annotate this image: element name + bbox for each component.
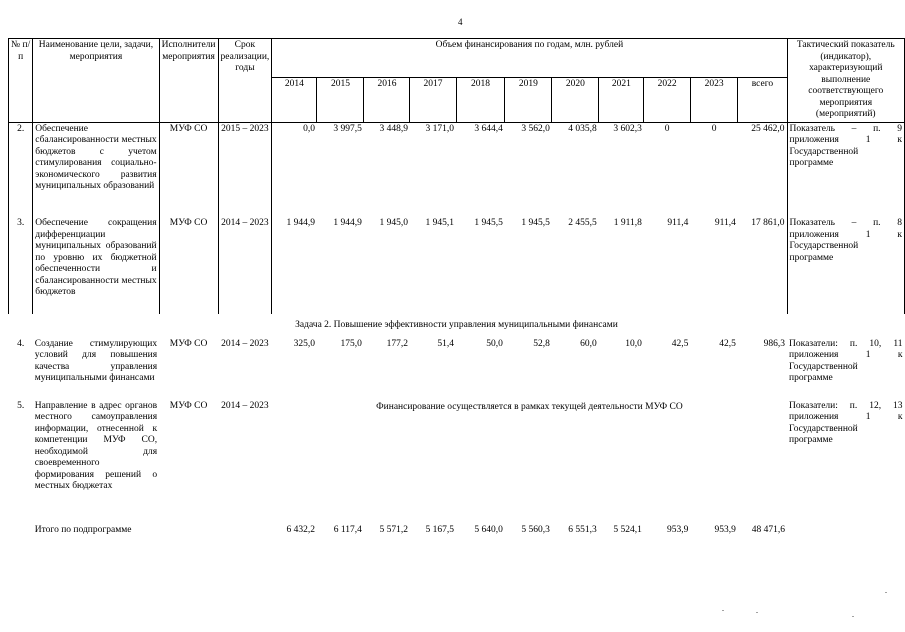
row-executor: МУФ СО bbox=[159, 217, 218, 314]
row-executor: МУФ СО bbox=[169, 338, 208, 349]
row-value: 325,0 bbox=[293, 338, 315, 349]
header-year: 2020 bbox=[552, 77, 599, 122]
row-value: 177,2 bbox=[386, 338, 408, 349]
row-value: 1 945,5 bbox=[521, 218, 550, 228]
row-num: 2. bbox=[9, 122, 33, 217]
row-executor: МУФ СО bbox=[159, 122, 218, 217]
row-value: 3 448,9 bbox=[379, 123, 408, 134]
row-value: 52,8 bbox=[533, 338, 550, 349]
header-period: Срок реализации, годы bbox=[218, 39, 272, 123]
row-value: 60,0 bbox=[580, 338, 597, 349]
header-indicator: Тактический показатель (индикатор), характеризующий выполнение соответствующего мероприятия (мероприятий) bbox=[787, 39, 904, 123]
header-year: 2014 bbox=[272, 77, 317, 122]
total-value: 5 524,1 bbox=[613, 524, 642, 535]
row-value: 1 911,8 bbox=[613, 218, 642, 228]
total-value: 5 560,3 bbox=[521, 524, 550, 535]
row-total: 17 861,0 bbox=[751, 218, 785, 228]
scan-speck: . bbox=[885, 586, 887, 595]
total-value: 953,9 bbox=[667, 524, 689, 535]
row-value: 42,5 bbox=[671, 338, 689, 349]
table-row bbox=[9, 217, 905, 314]
row-value: 3 602,3 bbox=[613, 123, 642, 134]
header-executor: Исполнители мероприятия bbox=[159, 39, 218, 123]
row-value: 1 945,5 bbox=[474, 218, 503, 228]
row-num: 4. bbox=[17, 338, 25, 349]
total-value: 953,9 bbox=[714, 524, 736, 535]
row-value: 2 455,5 bbox=[568, 218, 597, 228]
row-value: 42,5 bbox=[719, 338, 736, 349]
table-row bbox=[9, 400, 905, 524]
row-value: 911,4 bbox=[714, 218, 736, 228]
row-name: Обеспечение сокращения дифференциации муниципальных образований по уровню их бюджетной обеспеченности и сбалансированности местных бюджетов bbox=[33, 217, 159, 314]
header-year: 2017 bbox=[410, 77, 456, 122]
row-value: 1 945,1 bbox=[425, 218, 455, 228]
task-heading: Задача 2. Повышение эффективности управления муниципальными финансами bbox=[295, 320, 618, 330]
row-num: 5. bbox=[17, 400, 25, 411]
table-row bbox=[9, 338, 905, 400]
scan-speck: . bbox=[852, 610, 854, 619]
header-funding: Объем финансирования по годам, млн. рублей bbox=[272, 39, 787, 78]
total-value: 6 432,2 bbox=[286, 524, 315, 535]
row-name: Направление в адрес органов местного самоуправления информации, отнесенной к компетенции МУФ СО, необходимой для своевременного формирования решений о местных бюджетах bbox=[34, 400, 158, 491]
table-row bbox=[9, 122, 905, 217]
row-value: 10,0 bbox=[625, 338, 642, 349]
task-heading-row bbox=[9, 314, 905, 338]
row-value: 0 bbox=[664, 123, 670, 134]
row-period: 2014 – 2023 bbox=[221, 400, 269, 411]
total-row bbox=[9, 524, 905, 538]
total-value: 6 551,3 bbox=[568, 524, 597, 535]
row-executor: МУФ СО bbox=[169, 400, 208, 411]
header-total: всего bbox=[738, 77, 787, 122]
row-indicator: Показатели: п. 12, 13 приложения 1 к Государственной программе bbox=[789, 400, 903, 445]
financing-table bbox=[8, 38, 905, 537]
header-year: 2021 bbox=[599, 77, 644, 122]
row-value: 175,0 bbox=[340, 338, 362, 349]
header-num: № п/п bbox=[9, 39, 33, 123]
row-value: 3 644,4 bbox=[474, 123, 503, 134]
header-year: 2023 bbox=[690, 77, 737, 122]
row-num: 3. bbox=[9, 217, 33, 314]
header-year: 2015 bbox=[317, 77, 364, 122]
scan-speck: . bbox=[722, 604, 724, 613]
row-value: 0 bbox=[711, 123, 717, 134]
total-value: 6 117,4 bbox=[333, 524, 362, 535]
row-value: 1 945,0 bbox=[379, 218, 408, 228]
total-grand: 48 471,6 bbox=[751, 524, 786, 535]
total-value: 5 640,0 bbox=[474, 524, 503, 535]
row-total: 986,3 bbox=[763, 338, 786, 349]
row-value: 1 944,9 bbox=[286, 218, 315, 228]
row-value: 1 944,9 bbox=[333, 218, 362, 228]
row-value: 3 171,0 bbox=[425, 123, 455, 134]
row-name: Обеспечение сбалансированности местных бюджетов с учетом стимулирования социально-экономического развития муниципальных образований bbox=[33, 122, 159, 217]
row-value: 3 562,0 bbox=[521, 123, 550, 134]
row-value: 3 997,5 bbox=[333, 123, 362, 134]
row-period: 2014 – 2023 bbox=[221, 338, 269, 349]
header-year: 2022 bbox=[644, 77, 691, 122]
row-period: 2014 – 2023 bbox=[218, 217, 272, 314]
row-value: 50,0 bbox=[486, 338, 503, 349]
row-value: 4 035,8 bbox=[568, 123, 597, 134]
total-value: 5 571,2 bbox=[379, 524, 408, 535]
row-value: 911,4 bbox=[667, 218, 689, 228]
row-indicator: Показатель – п. 9 приложения 1 к Государственной программе bbox=[787, 122, 904, 217]
page-number: 4 bbox=[458, 17, 463, 27]
total-value: 5 167,5 bbox=[425, 524, 455, 535]
row-value: 0,0 bbox=[303, 123, 315, 134]
row-total: 25 462,0 bbox=[751, 123, 785, 134]
scan-speck: . bbox=[756, 606, 758, 615]
row-indicator: Показатели: п. 10, 11 приложения 1 к Государственной программе bbox=[789, 338, 903, 383]
row-indicator: Показатель – п. 8 приложения 1 к Государственной программе bbox=[787, 217, 904, 314]
header-year: 2019 bbox=[505, 77, 552, 122]
header-name: Наименование цели, задачи, мероприятия bbox=[33, 39, 159, 123]
header-year: 2018 bbox=[456, 77, 505, 122]
financing-note: Финансирование осуществляется в рамках текущей деятельности МУФ СО bbox=[376, 401, 683, 412]
row-name: Создание стимулирующих условий для повышения качества управления муниципальными финансами bbox=[34, 338, 158, 383]
header-year: 2016 bbox=[364, 77, 410, 122]
row-period: 2015 – 2023 bbox=[218, 122, 272, 217]
total-label: Итого по подпрограмме bbox=[34, 524, 132, 535]
row-value: 51,4 bbox=[437, 338, 455, 349]
